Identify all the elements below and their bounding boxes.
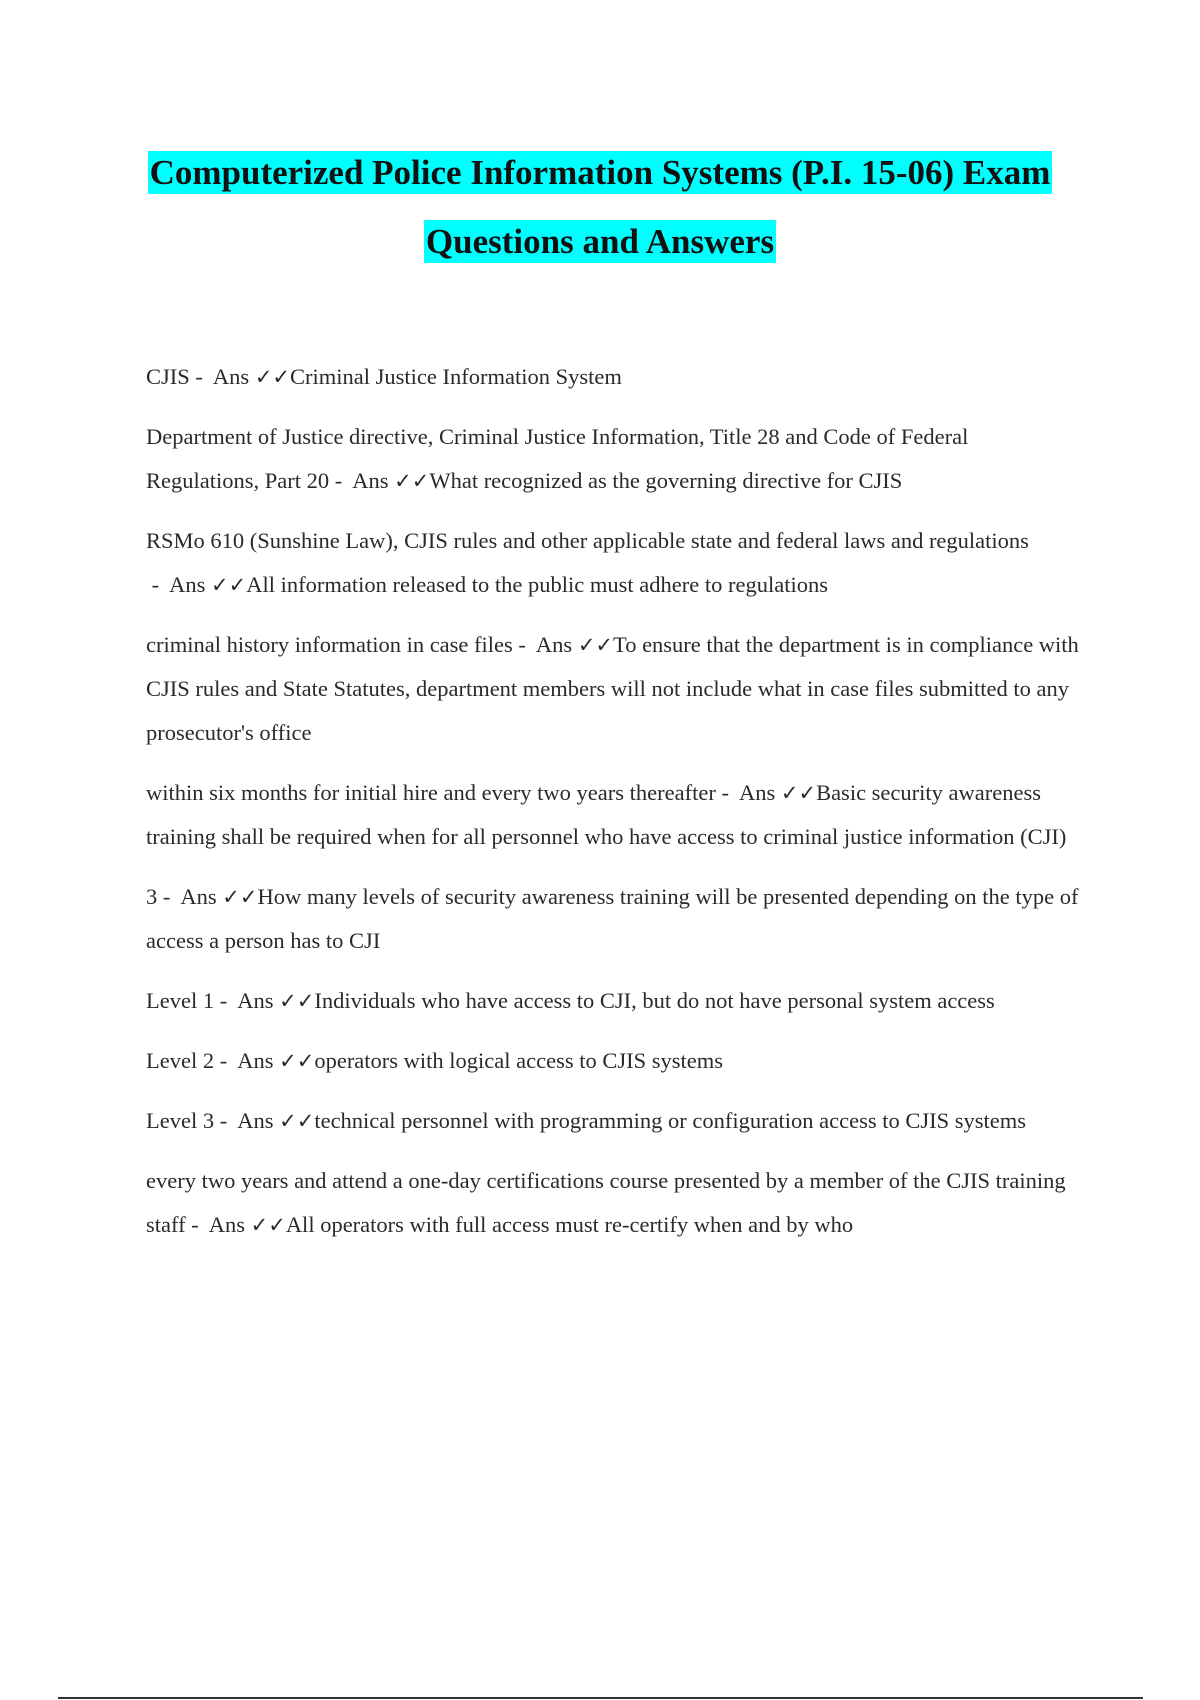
qa-item: CJIS - Ans ✓✓Criminal Justice Information System [146, 364, 622, 389]
qa-term: Level 1 [146, 988, 215, 1013]
double-check-icon: ✓✓ [222, 885, 258, 909]
answer-prefix: Ans [237, 1108, 274, 1133]
qa-item: Level 2 - Ans ✓✓operators with logical access to CJIS systems [146, 1048, 724, 1073]
qa-answer: To ensure that the department is in compliance with CJIS rules and State Statutes, department members will not include what in case files submitted to any prosecutor's office [146, 632, 1079, 745]
qa-term: 3 [146, 884, 158, 909]
qa-answer: How many levels of security awareness training will be presented depending on the type of access a person has to CJI [146, 884, 1079, 953]
qa-term: Level 2 [146, 1048, 215, 1073]
qa-term: RSMo 610 (Sunshine Law), CJIS rules and other applicable state and federal laws and regulations [146, 528, 1029, 553]
qa-answer: Basic security awareness training shall be required when for all personnel who have access to criminal justice information (CJI) [146, 780, 1067, 849]
qa-answer: operators with logical access to CJIS systems [314, 1048, 724, 1073]
answer-prefix: Ans [352, 468, 389, 493]
double-check-icon: ✓✓ [279, 1109, 315, 1133]
double-check-icon: ✓✓ [250, 1213, 286, 1237]
double-check-icon: ✓✓ [211, 573, 247, 597]
answer-prefix: Ans [237, 1048, 274, 1073]
double-check-icon: ✓✓ [394, 469, 430, 493]
double-check-icon: ✓✓ [279, 989, 315, 1013]
answer-prefix: Ans [738, 780, 776, 805]
qa-answer: technical personnel with programming or configuration access to CJIS systems [314, 1108, 1027, 1133]
qa-item: 3 - Ans ✓✓How many levels of security awareness training will be presented depending on the type of access a person has to CJI [146, 884, 1079, 953]
answer-prefix: Ans [208, 1212, 245, 1237]
qa-item: RSMo 610 (Sunshine Law), CJIS rules and other applicable state and federal laws and regulations - Ans ✓✓All information released to the public must adhere to regulations [146, 528, 1029, 597]
qa-term: criminal history information in case files [146, 632, 513, 657]
page-title [100, 142, 1100, 280]
qa-answer: What recognized as the governing directive for CJIS [429, 468, 903, 493]
title-line-2: Questions and Answers [425, 222, 775, 261]
answer-prefix: Ans [535, 632, 573, 657]
qa-list [146, 355, 1086, 1263]
title-line-1: Computerized Police Information Systems (P.I. 15-06) Exam [149, 153, 1051, 192]
qa-item: within six months for initial hire and every two years thereafter - Ans ✓✓Basic security awareness training shall be required when for all personnel who have access to criminal justice information (CJI) [146, 780, 1067, 849]
qa-answer: All operators with full access must re-certify when and by who [285, 1212, 854, 1237]
qa-term: Department of Justice directive, Criminal Justice Information, Title 28 and Code of Federal Regulations, Part 20 [146, 424, 969, 493]
qa-item: Department of Justice directive, Criminal Justice Information, Title 28 and Code of Federal Regulations, Part 20 - Ans ✓✓What recognized as the governing directive for CJIS [146, 424, 969, 493]
qa-term: every two years and attend a one-day certifications course presented by a member of the CJIS training staff [146, 1168, 1066, 1237]
answer-prefix: Ans [180, 884, 217, 909]
qa-item: Level 1 - Ans ✓✓Individuals who have access to CJI, but do not have personal system access [146, 988, 995, 1013]
answer-prefix: Ans [237, 988, 274, 1013]
qa-answer: Criminal Justice Information System [290, 364, 622, 389]
footer-divider [58, 1697, 1143, 1699]
qa-term: Level 3 [146, 1108, 215, 1133]
double-check-icon: ✓✓ [254, 365, 291, 389]
qa-item: every two years and attend a one-day certifications course presented by a member of the CJIS training staff - Ans ✓✓All operators with full access must re-certify when and by who [146, 1168, 1066, 1237]
qa-answer: Individuals who have access to CJI, but do not have personal system access [314, 988, 995, 1013]
double-check-icon: ✓✓ [279, 1049, 315, 1073]
qa-item: Level 3 - Ans ✓✓technical personnel with programming or configuration access to CJIS systems [146, 1108, 1027, 1133]
answer-prefix: Ans [212, 364, 250, 389]
qa-term: CJIS [146, 364, 190, 389]
answer-prefix: Ans [169, 572, 206, 597]
double-check-icon: ✓✓ [577, 633, 614, 657]
double-check-icon: ✓✓ [780, 781, 817, 805]
qa-item: criminal history information in case files - Ans ✓✓To ensure that the department is in compliance with CJIS rules and State Statutes, department members will not include what in case files submitted to any prosecutor's office [146, 632, 1079, 745]
qa-answer: All information released to the public must adhere to regulations [246, 572, 828, 597]
qa-term: within six months for initial hire and every two years thereafter [146, 780, 716, 805]
